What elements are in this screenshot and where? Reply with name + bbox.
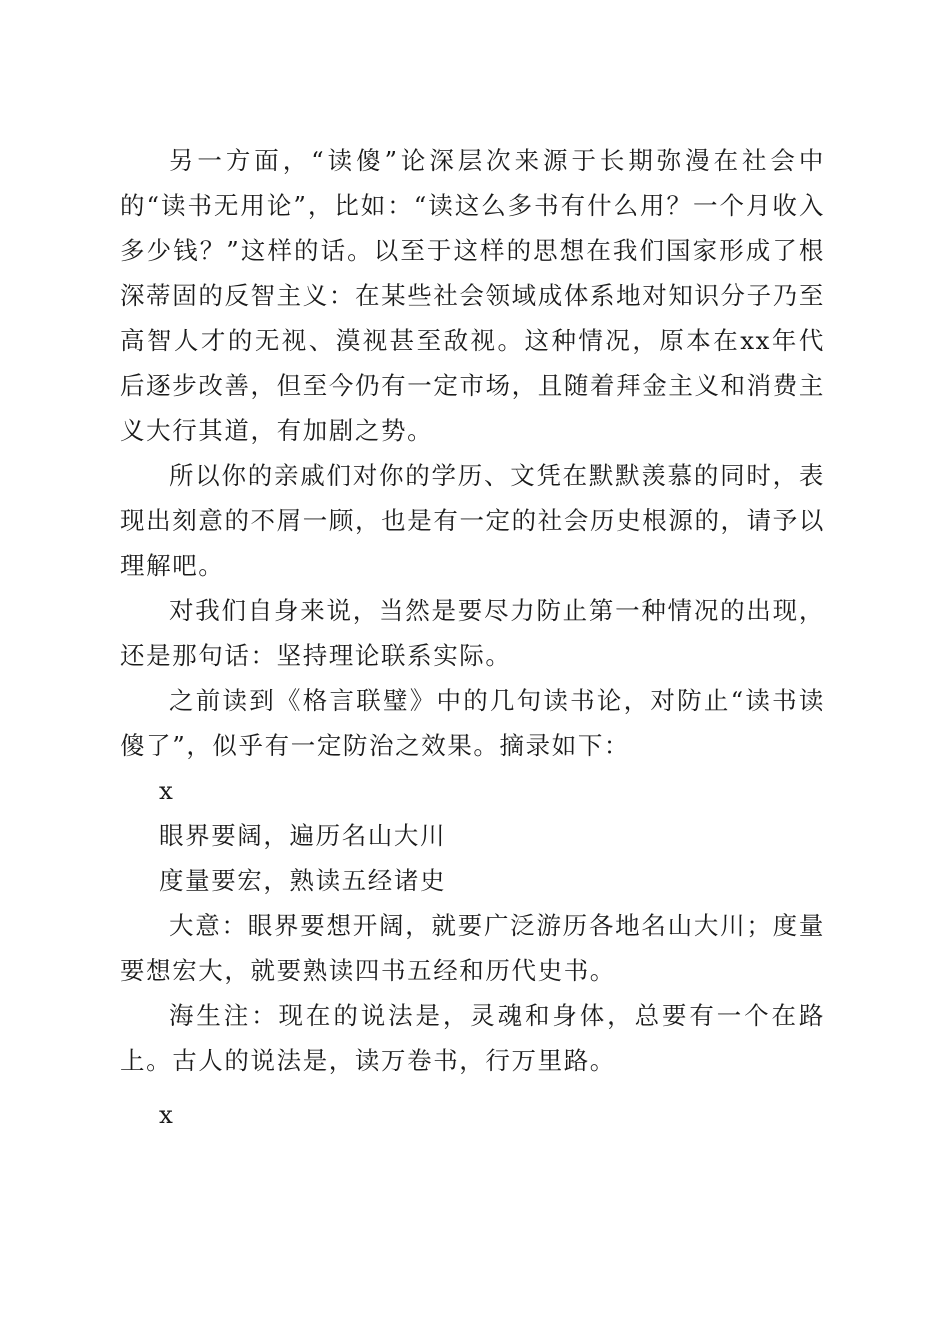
- paragraph-fanzhi: 另一方面，“读傻”论深层次来源于长期弥漫在社会中的“读书无用论”，比如：“读这么多书有什么用？一个月收入多少钱？”这样的话。以至于这样的思想在我们国家形成了根深蒂固的反智主义：在某些社会领域成体系地对知识分子乃至高智人才的无视、漠视甚至敌视。这种情况，原本在xx年代后逐步改善，但至今仍有一定市场，且随着拜金主义和消费主义大行其道，有加剧之势。: [120, 146, 825, 445]
- document-body: [120, 138, 825, 1137]
- quote-line-1: 眼界要阔，遍历名山大川: [159, 821, 447, 850]
- separator-x-1: x: [159, 776, 175, 805]
- separator-x-2: x: [159, 1100, 175, 1129]
- paragraph-note: 海生注：现在的说法是，灵魂和身体，总要有一个在路上。古人的说法是，读万卷书，行万里路。: [120, 1001, 825, 1075]
- quote-line-2: 度量要宏，熟读五经诸史: [159, 866, 447, 895]
- paragraph-relatives: 所以你的亲戚们对你的学历、文凭在默默羡慕的同时，表现出刻意的不屑一顾，也是有一定的社会历史根源的，请予以理解吧。: [120, 461, 825, 580]
- paragraph-self: 对我们自身来说，当然是要尽力防止第一种情况的出现，还是那句话：坚持理论联系实际。: [120, 596, 825, 670]
- paragraph-meaning: 大意：眼界要想开阔，就要广泛游历各地名山大川；度量要想宏大，就要熟读四书五经和历代史书。: [120, 911, 825, 985]
- paragraph-geyan: 之前读到《格言联璧》中的几句读书论，对防止“读书读傻了”，似乎有一定防治之效果。摘录如下：: [120, 686, 825, 760]
